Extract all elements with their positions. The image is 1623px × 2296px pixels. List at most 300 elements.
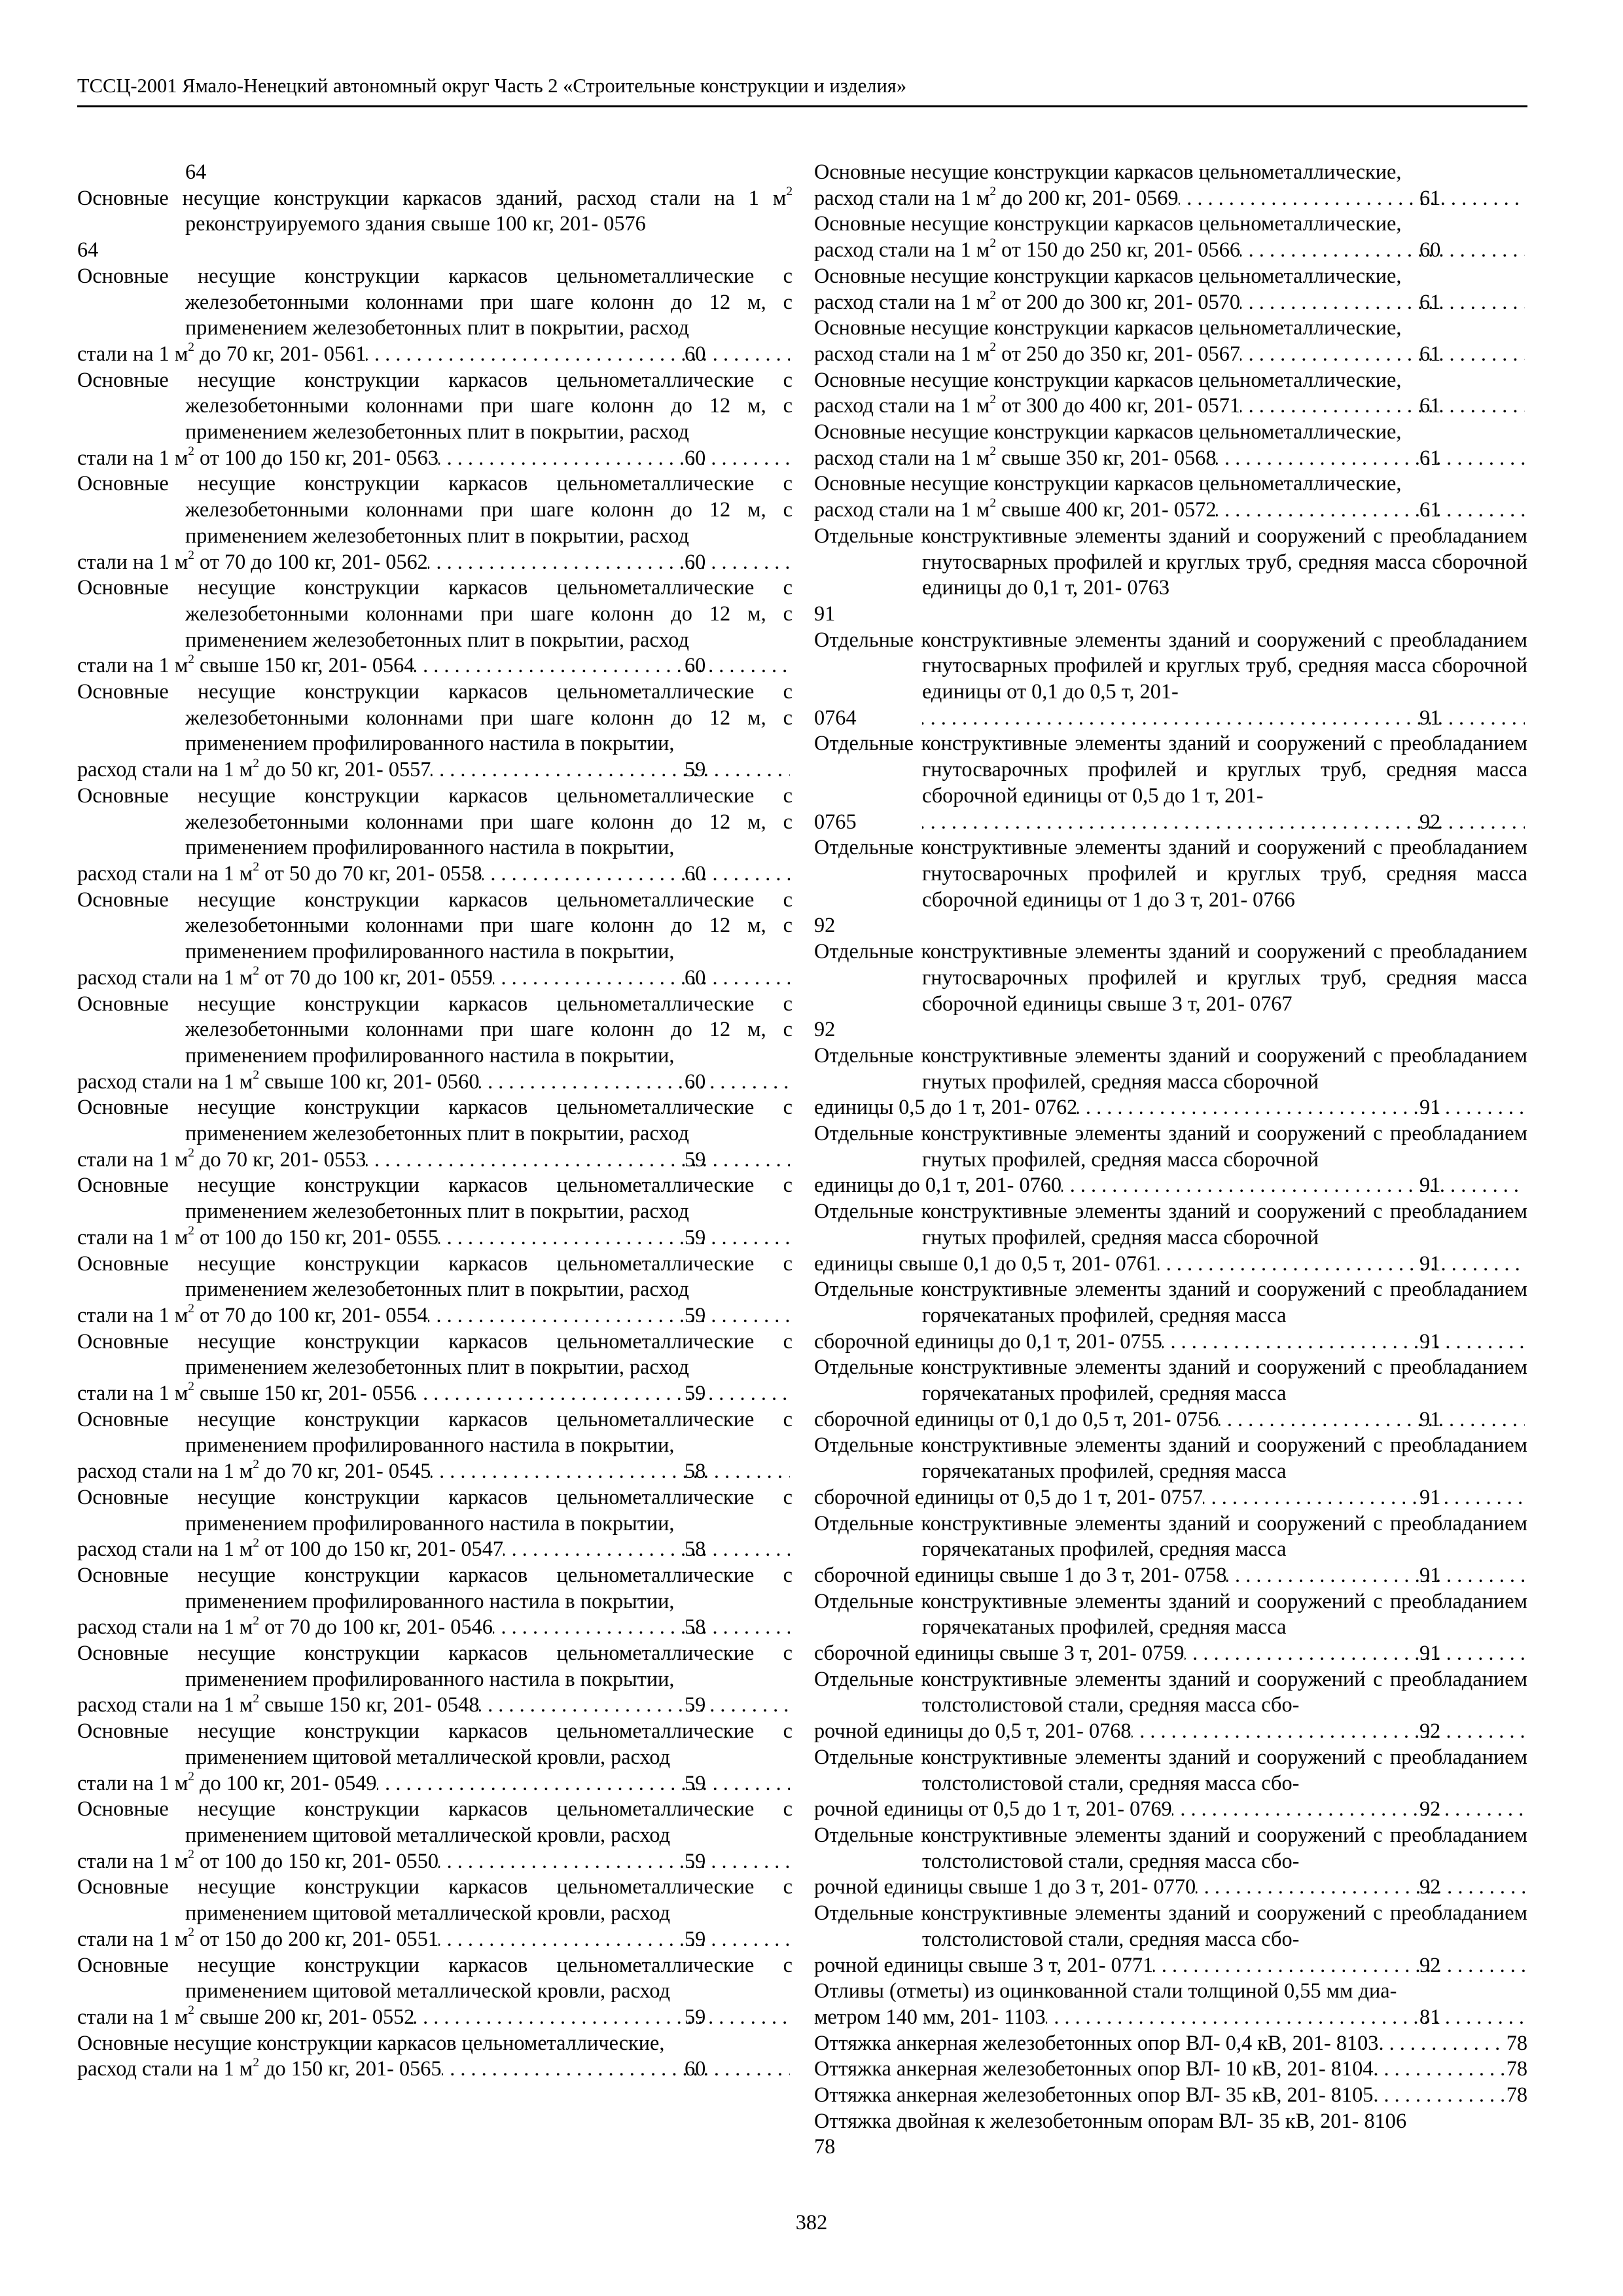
entry-tail-end: до 70 кг, 201- 0553: [194, 1147, 366, 1171]
entry-tail-text: [814, 1562, 1227, 1588]
entry-tail-start: единицы до 0,1 т, 201- 0760: [814, 1173, 1062, 1197]
dot-leader: [1219, 1407, 1525, 1433]
entry-tail-text: [77, 1613, 493, 1640]
entry-text: Основные несущие конструкции каркасов цельнометаллические с железобетонными колоннами при шаге колонн до 12 м, с применением профилированного настила в покрытии,: [77, 991, 793, 1067]
entry-text: Основные несущие конструкции каркасов цельнометаллические с железобетонными колоннами при шаге колонн до 12 м, с применением профилированного настила в покрытии,: [77, 887, 793, 963]
index-entry: [77, 1562, 793, 1640]
entry-text: Основные несущие конструкции каркасов цельнометаллические,: [814, 211, 1402, 236]
entry-tail-end: от 100 до 150 кг, 201- 0563: [194, 445, 438, 469]
entry-tail-text: [77, 1769, 377, 1797]
dot-leader: [1185, 1640, 1525, 1666]
dot-leader: [1172, 1796, 1525, 1822]
dot-leader: [366, 341, 790, 367]
superscript: 2: [253, 756, 260, 770]
entry-tail-end: свыше 150 кг, 201- 0548: [259, 1693, 480, 1717]
entry-tail-end: от 150 до 200 кг, 201- 0551: [194, 1926, 438, 1950]
entry-tail-line: [814, 1640, 1527, 1666]
entry-tail-end: до 100 кг, 201- 0549: [194, 1770, 377, 1795]
entry-tail-start: расход стали на 1 м: [814, 497, 990, 522]
entry-tail-end: до 50 кг, 201- 0557: [259, 757, 431, 781]
entry-page-number: 61: [1419, 497, 1441, 522]
entry-page-number: 61: [1419, 393, 1441, 418]
entry-tail-start: сборочной единицы от 0,5 до 1 т, 201- 0757: [814, 1484, 1203, 1509]
superscript: 2: [188, 1146, 194, 1160]
dot-leader: [1132, 1718, 1525, 1744]
entry-text: Основные несущие конструкции каркасов цельнометаллические с железобетонными колоннами при шаге колонн до 12 м, с применением профилированного настила в покрытии,: [77, 783, 793, 859]
index-entry: [814, 627, 1527, 731]
entry-tail-start: расход стали на 1 м: [77, 965, 253, 989]
superscript: 2: [990, 288, 997, 302]
entry-text: Основные несущие конструкции каркасов цельнометаллические с применением щитовой металлической кровли, расход: [77, 1719, 793, 1768]
entry-text-continued: реконструируемого здания свыше 100 кг, 201- 0576: [185, 211, 646, 236]
entry-page-number: 59: [685, 1381, 706, 1405]
entry-page-number: 91: [1419, 1484, 1441, 1509]
index-entry: [77, 1874, 793, 1952]
entry-text: Основные несущие конструкции каркасов цельнометаллические с применением профилированного настила в покрытии,: [77, 1641, 793, 1691]
entry-page-number: 92: [1419, 1874, 1441, 1899]
dot-leader: [438, 1926, 790, 1952]
entry-page-number: 60: [1419, 238, 1441, 262]
entry-tail-text: [77, 1926, 438, 1952]
entry-tail-line: [77, 2055, 793, 2082]
superscript: 2: [188, 652, 194, 666]
index-entry: [77, 1796, 793, 1874]
dot-leader: [1373, 2056, 1503, 2082]
superscript: 2: [188, 1769, 194, 1784]
entry-tail-text: [814, 1484, 1203, 1511]
entry-tail-start: рочной единицы свыше 1 до 3 т, 201- 0770: [814, 1874, 1196, 1899]
index-entry: [77, 1640, 793, 1718]
entry-text: Основные несущие конструкции каркасов цельнометаллические с применением профилированного настила в покрытии,: [77, 1407, 793, 1457]
entry-tail-start: стали на 1 м: [77, 653, 188, 677]
entry-page-number: 64: [185, 160, 207, 183]
dot-leader: [366, 1147, 790, 1173]
entry-tail-end: от 300 до 400 кг, 201- 0571: [996, 393, 1241, 418]
entry-tail-line: [77, 1848, 793, 1874]
entry-tail-end: свыше 200 кг, 201- 0552: [194, 2004, 415, 2028]
entry-tail-start: расход стали на 1 м: [77, 1537, 253, 1561]
entry-tail-line: [814, 2030, 1527, 2056]
entry-page-number: 92: [1419, 1952, 1441, 1977]
entry-tail-line: [77, 860, 793, 887]
entry-tail-start: расход стали на 1 м: [814, 185, 990, 209]
entry-tail-text: [77, 1535, 504, 1562]
index-column-left: [77, 159, 793, 2082]
index-entry: [77, 679, 793, 783]
dot-leader: [442, 2056, 790, 2082]
entry-tail-end: от 100 до 150 кг, 201- 0547: [259, 1537, 504, 1561]
entry-tail-end: от 70 до 100 кг, 201- 0562: [194, 549, 428, 573]
entry-page-number: 60: [685, 549, 706, 573]
entry-tail-line: [814, 809, 1527, 835]
entry-tail-end: от 200 до 300 кг, 201- 0570: [996, 289, 1241, 314]
entry-text: Основные несущие конструкции каркасов цельнометаллические с железобетонными колоннами при шаге колонн до 12 м, с применением железобетонных плит в покрытии, расход: [77, 263, 793, 340]
superscript: 2: [188, 1926, 194, 1940]
entry-page-number: 59: [685, 1302, 706, 1327]
entry-tail-line: [77, 340, 793, 367]
entry-page-number: 78: [814, 2134, 836, 2159]
index-entry: [814, 1432, 1527, 1510]
entry-tail-end: свыше 100 кг, 201- 0560: [259, 1069, 480, 1093]
dot-leader: [1153, 1952, 1525, 1979]
index-entry: [814, 1822, 1527, 1900]
entry-page-number: 92: [1419, 1719, 1441, 1743]
entry-tail-start: 0765: [814, 809, 857, 833]
entry-text: Основные несущие конструкции каркасов цельнометаллические с применением железобетонных плит в покрытии, расход: [77, 1251, 793, 1301]
entry-tail-end: свыше 400 кг, 201- 0572: [996, 497, 1217, 522]
entry-tail-text: [814, 185, 1179, 211]
superscript: 2: [188, 1380, 194, 1394]
index-entry: [814, 1276, 1527, 1354]
dot-leader: [377, 1770, 790, 1797]
entry-page-number: 61: [1419, 341, 1441, 365]
entry-page-number: 60: [685, 965, 706, 989]
index-entry: [77, 887, 793, 991]
entry-text: Отдельные конструктивные элементы зданий и сооружений с преобладанием толстолистовой стали, средняя масса сбо-: [814, 1744, 1527, 1795]
index-entry: [814, 1744, 1527, 1822]
dot-leader: [414, 653, 790, 679]
superscript: 2: [253, 1067, 260, 1082]
index-entry: [814, 730, 1527, 834]
entry-tail-text: [77, 756, 431, 783]
entry-tail-start: стали на 1 м: [77, 1147, 188, 1171]
index-entry: [814, 1354, 1527, 1432]
entry-tail-line: [77, 1458, 793, 1484]
entry-tail-text: [814, 392, 1241, 419]
entry-text: Отдельные конструктивные элементы зданий и сооружений с преобладанием гнутосварочных профилей и круглых труб, средняя масса сборочной единицы от 0,5 до 1 т, 201-: [814, 731, 1527, 807]
index-entry: [77, 1484, 793, 1562]
entry-text: Отдельные конструктивные элементы зданий и сооружений с преобладанием гнутых профилей, средняя масса сборочной: [814, 1121, 1527, 1171]
entry-tail-start: расход стали на 1 м: [77, 757, 253, 781]
entry-tail-end: от 250 до 350 кг, 201- 0567: [996, 341, 1241, 365]
entry-text: Основные несущие конструкции каркасов цельнометаллические,: [814, 420, 1402, 444]
dot-leader: [1240, 341, 1525, 367]
index-entry: [814, 419, 1527, 471]
entry-tail-end: свыше 350 кг, 201- 0568: [996, 445, 1217, 469]
index-entry: [77, 263, 793, 367]
entry-text: Отдельные конструктивные элементы зданий и сооружений с преобладанием гнутосварочных профилей и круглых труб, средняя масса сборочной единицы свыше 3 т, 201- 0767: [814, 939, 1527, 1015]
entry-tail-line: [77, 444, 793, 471]
entry-tail-line: [77, 1535, 793, 1562]
superscript: 2: [253, 1535, 260, 1550]
index-entry: [814, 1588, 1527, 1666]
dot-leader: [1216, 497, 1525, 523]
entry-text: Основные несущие конструкции каркасов цельнометаллические с применением щитовой металлической кровли, расход: [77, 1874, 793, 1925]
dot-leader: [414, 1380, 790, 1407]
index-entry: [814, 159, 1527, 211]
entry-tail-text: [77, 1302, 428, 1329]
entry-tail-end: от 70 до 100 кг, 201- 0546: [259, 1615, 493, 1639]
superscript: 2: [990, 236, 997, 251]
entry-tail-start: сборочной единицы свыше 1 до 3 т, 201- 0758: [814, 1562, 1227, 1587]
dot-leader: [493, 965, 790, 991]
entry-tail-end: от 50 до 70 кг, 201- 0558: [259, 861, 482, 885]
entry-page-number: 59: [685, 1770, 706, 1795]
entry-text: Основные несущие конструкции каркасов цельнометаллические с железобетонными колоннами при шаге колонн до 12 м, с применением железобетонных плит в покрытии, расход: [77, 367, 793, 444]
index-entry: [77, 1718, 793, 1796]
entry-tail-end: от 150 до 250 кг, 201- 0566: [996, 238, 1241, 262]
entry-page-number: 78: [1506, 2083, 1527, 2107]
entry-tail-text: [814, 1718, 1132, 1744]
entry-page-number: 59: [685, 1848, 706, 1873]
entry-page-number: 58: [685, 1615, 706, 1639]
header-rule: [77, 105, 1527, 107]
entry-tail-start: расход стали на 1 м: [77, 1615, 253, 1639]
entry-tail-text: [814, 288, 1241, 315]
index-entry: [814, 2030, 1527, 2056]
entry-tail-text: [814, 1251, 1158, 1277]
entry-tail-end: от 70 до 100 кг, 201- 0559: [259, 965, 493, 989]
entry-text: Отдельные конструктивные элементы зданий и сооружений с преобладанием горячекатаных профилей, средняя масса: [814, 1433, 1527, 1483]
entry-page-number: 59: [685, 1693, 706, 1717]
entry-tail-start: стали на 1 м: [77, 1302, 188, 1327]
dot-leader: [1158, 1251, 1525, 1277]
entry-tail-start: стали на 1 м: [77, 549, 188, 573]
entry-tail-text: [814, 340, 1241, 367]
entry-tail-start: стали на 1 м: [77, 1225, 188, 1249]
entry-page-number: 59: [685, 757, 706, 781]
entry-tail-start: метром 140 мм, 201- 1103: [814, 2004, 1046, 2028]
superscript: 2: [253, 1613, 260, 1628]
entry-text: Основные несущие конструкции каркасов цельнометаллические,: [814, 471, 1402, 495]
entry-tail-line: [77, 548, 793, 575]
entry-tail-line: [814, 1484, 1527, 1511]
entry-text: Отдельные конструктивные элементы зданий и сооружений с преобладанием гнутых профилей, средняя масса сборочной: [814, 1199, 1527, 1249]
entry-tail-start: стали на 1 м: [77, 2004, 188, 2028]
entry-tail-start: расход стали на 1 м: [814, 341, 990, 365]
entry-tail-line: [77, 1926, 793, 1952]
entry-page-number: 60: [685, 445, 706, 469]
page-number: 382: [795, 2210, 828, 2234]
entry-tail-line: [814, 1094, 1527, 1121]
running-header: ТССЦ-2001 Ямало-Ненецкий автономный округ Часть 2 «Строительные конструкции и изделия»: [77, 75, 907, 97]
index-entry: [77, 367, 793, 471]
entry-tail-text: [814, 1094, 1078, 1121]
index-entry: [77, 2030, 793, 2082]
entry-page-number: 60: [685, 341, 706, 365]
entry-text: Основные несущие конструкции каркасов цельнометаллические с применением железобетонных плит в покрытии, расход: [77, 1173, 793, 1223]
index-entry: [814, 834, 1527, 939]
index-entry: [814, 1900, 1527, 1978]
entry-tail-line: [77, 2003, 793, 2030]
entry-tail-end: до 200 кг, 201- 0569: [996, 185, 1179, 209]
index-entry: [814, 2056, 1527, 2082]
entry-tail-start: расход стали на 1 м: [77, 1459, 253, 1483]
index-entry: [77, 1094, 793, 1172]
entry-tail-end: до 70 кг, 201- 0561: [194, 341, 366, 365]
superscript: 2: [188, 1848, 194, 1862]
superscript: 2: [253, 964, 260, 978]
entry-tail-text: [814, 236, 1241, 263]
entry-tail-line: [77, 964, 793, 991]
entry-tail-line: [77, 1224, 793, 1251]
entry-text: Основные несущие конструкции каркасов цельнометаллические с применением профилированного настила в покрытии,: [77, 1484, 793, 1535]
entry-page-number: 91: [814, 601, 836, 625]
entry-tail-end: до 150 кг, 201- 0565: [259, 2056, 442, 2081]
index-entry: [814, 471, 1527, 522]
index-entry: [77, 159, 793, 185]
entry-page-number: 78: [1506, 2056, 1527, 2081]
entry-tail-start: стали на 1 м: [77, 1926, 188, 1950]
entry-tail-start: сборочной единицы от 0,1 до 0,5 т, 201- 0756: [814, 1407, 1219, 1431]
index-entry: [814, 211, 1527, 262]
superscript: 2: [253, 2055, 260, 2070]
dot-leader: [479, 1069, 790, 1095]
entry-tail-start: стали на 1 м: [77, 1848, 188, 1873]
entry-tail-line: [814, 340, 1527, 367]
entry-page-number: 92: [1419, 809, 1441, 833]
entry-text: Оттяжка анкерная железобетонных опор ВЛ- 0,4 кВ, 201- 8103: [814, 2030, 1379, 2054]
superscript: 2: [188, 1224, 194, 1238]
dot-leader: [479, 1692, 790, 1718]
entry-tail-start: 0764: [814, 705, 857, 729]
superscript: 2: [990, 340, 997, 355]
entry-tail-line: [814, 1952, 1527, 1979]
entry-tail-text: [77, 2003, 415, 2030]
entry-tail-end: от 70 до 100 кг, 201- 0554: [194, 1302, 428, 1327]
entry-page-number: 59: [685, 1225, 706, 1249]
index-entry: [77, 1407, 793, 1484]
entry-text: Отдельные конструктивные элементы зданий и сооружений с преобладанием горячекатаных профилей, средняя масса: [814, 1277, 1527, 1327]
entry-tail-text: [77, 444, 438, 471]
entry-page-number: 91: [1419, 1095, 1441, 1119]
entry-tail-text: [77, 1380, 415, 1407]
dot-leader: [1378, 2030, 1503, 2056]
entry-tail-line: [814, 1172, 1527, 1198]
index-entry: [77, 991, 793, 1095]
entry-tail-text: [814, 2004, 1046, 2030]
entry-page-number: 59: [685, 2004, 706, 2028]
entry-text: Основные несущие конструкции каркасов цельнометаллические,: [814, 160, 1402, 183]
entry-tail-start: рочной единицы от 0,5 до 1 т, 201- 0769: [814, 1797, 1172, 1821]
entry-tail-text: [77, 548, 428, 575]
dot-leader: [1179, 185, 1525, 211]
entry-page-number: 91: [1419, 705, 1441, 729]
dot-leader: [1216, 445, 1525, 471]
entry-tail-end: от 100 до 150 кг, 201- 0550: [194, 1848, 438, 1873]
entry-text: Отдельные конструктивные элементы зданий и сооружений с преобладанием горячекатаных профилей, средняя масса: [814, 1511, 1527, 1561]
entry-tail-line: [77, 652, 793, 679]
entry-tail-text: [77, 1067, 480, 1095]
entry-text: Основные несущие конструкции каркасов цельнометаллические с применением щитовой металлической кровли, расход: [77, 1797, 793, 1846]
entry-page-number: 91: [1419, 1407, 1441, 1431]
superscript: 2: [253, 1691, 260, 1706]
entry-tail-text: [814, 496, 1217, 523]
superscript: 2: [188, 548, 194, 562]
entry-text: Основные несущие конструкции каркасов цельнометаллические с применением щитовой металлической кровли, расход: [77, 1952, 793, 2003]
entry-tail-end: до 70 кг, 201- 0545: [259, 1459, 431, 1483]
entry-tail-start: расход стали на 1 м: [77, 2056, 253, 2081]
index-entry: [814, 1121, 1527, 1198]
index-entry: [77, 1329, 793, 1407]
index-entry: [77, 1952, 793, 2030]
entry-tail-start: расход стали на 1 м: [814, 393, 990, 418]
entry-text: Основные несущие конструкции каркасов цельнометаллические с железобетонными колоннами при шаге колонн до 12 м, с применением профилированного настила в покрытии,: [77, 679, 793, 755]
entry-page-number: 58: [685, 1459, 706, 1483]
entry-tail-line: [814, 1796, 1527, 1822]
entry-tail-start: стали на 1 м: [77, 445, 188, 469]
entry-tail-line: [77, 1302, 793, 1329]
entry-tail-start: единицы 0,5 до 1 т, 201- 0762: [814, 1095, 1078, 1119]
superscript: 2: [990, 444, 997, 459]
dot-leader: [493, 1614, 790, 1640]
entry-tail-start: расход стали на 1 м: [77, 1069, 253, 1093]
entry-tail-start: рочной единицы свыше 3 т, 201- 0771: [814, 1952, 1154, 1977]
entry-page-number: 91: [1419, 1251, 1441, 1275]
entry-text: Отливы (отметы) из оцинкованной стали толщиной 0,55 мм диа-: [814, 1979, 1397, 2003]
entry-tail-line: [77, 1380, 793, 1407]
entry-tail-line: [814, 2004, 1527, 2030]
entry-tail-text: [77, 1224, 438, 1251]
entry-text: Отдельные конструктивные элементы зданий и сооружений с преобладанием толстолистовой стали, средняя масса сбо-: [814, 1901, 1527, 1950]
entry-tail-line: [814, 236, 1527, 263]
entry-tail-text: [77, 1691, 480, 1718]
entry-tail-end: свыше 150 кг, 201- 0564: [194, 653, 415, 677]
entry-page-number: 61: [1419, 185, 1441, 209]
entry-text: Отдельные конструктивные элементы зданий и сооружений с преобладанием гнутосварных профилей и круглых труб, средняя масса сборочной единицы до 0,1 т, 201- 0763: [814, 523, 1527, 600]
index-entry: [77, 471, 793, 575]
dot-leader: [1240, 393, 1525, 419]
entry-tail-line: [814, 1329, 1527, 1355]
index-entry: [814, 1043, 1527, 1121]
entry-tail-text: [77, 652, 415, 679]
entry-text: Основные несущие конструкции каркасов цельнометаллические с применением железобетонных плит в покрытии, расход: [77, 1329, 793, 1379]
entry-text: Основные несущие конструкции каркасов цельнометаллические,: [814, 367, 1402, 391]
entry-page-number: 64: [77, 238, 99, 262]
entry-tail-text: [814, 1172, 1062, 1198]
entry-tail-text: [77, 1146, 366, 1173]
index-entry: [814, 1978, 1527, 2030]
entry-page-number: 91: [1419, 1641, 1441, 1665]
entry-tail-start: расход стали на 1 м: [814, 289, 990, 314]
superscript: 2: [990, 392, 997, 406]
dot-leader: [431, 757, 790, 783]
entry-text: Отдельные конструктивные элементы зданий и сооружений с преобладанием горячекатаных профилей, средняя масса: [814, 1588, 1527, 1639]
superscript: 2: [188, 1302, 194, 1316]
entry-tail-start: сборочной единицы свыше 3 т, 201- 0759: [814, 1641, 1185, 1665]
entry-tail-line: [814, 288, 1527, 315]
entry-tail-line: [814, 1874, 1527, 1900]
dot-leader: [438, 1225, 790, 1251]
superscript: 2: [253, 860, 260, 874]
superscript: 2: [990, 185, 997, 199]
entry-text: Отдельные конструктивные элементы зданий и сооружений с преобладанием гнутых профилей, средняя масса сборочной: [814, 1043, 1527, 1093]
dot-leader: [1046, 2004, 1525, 2030]
entry-tail-end: свыше 150 кг, 201- 0556: [194, 1381, 415, 1405]
entry-tail-text: [814, 1640, 1185, 1666]
entry-tail-line: [77, 1691, 793, 1718]
superscript: 2: [188, 444, 194, 459]
entry-tail-line: [77, 1067, 793, 1095]
entry-tail-start: расход стали на 1 м: [77, 861, 253, 885]
index-entry: [77, 1172, 793, 1250]
entry-text: Основные несущие конструкции каркасов цельнометаллические,: [814, 263, 1402, 287]
index-entry: [814, 367, 1527, 419]
entry-page-number: 60: [685, 653, 706, 677]
index-entry: [77, 185, 793, 263]
entry-text: Основные несущие конструкции каркасов цельнометаллические с применением профилированного настила в покрытии,: [77, 1562, 793, 1613]
index-entry: [814, 2082, 1527, 2108]
dot-leader: [1196, 1874, 1525, 1900]
entry-tail-text: [814, 1952, 1154, 1979]
entry-text: Основные несущие конструкции каркасов цельнометаллические,: [77, 2030, 665, 2054]
dot-leader: [414, 2004, 790, 2030]
dot-leader: [503, 1536, 790, 1562]
superscript: 2: [786, 185, 793, 199]
index-entry: [814, 2108, 1527, 2160]
entry-page-number: 59: [685, 1926, 706, 1950]
index-entry: [77, 783, 793, 887]
